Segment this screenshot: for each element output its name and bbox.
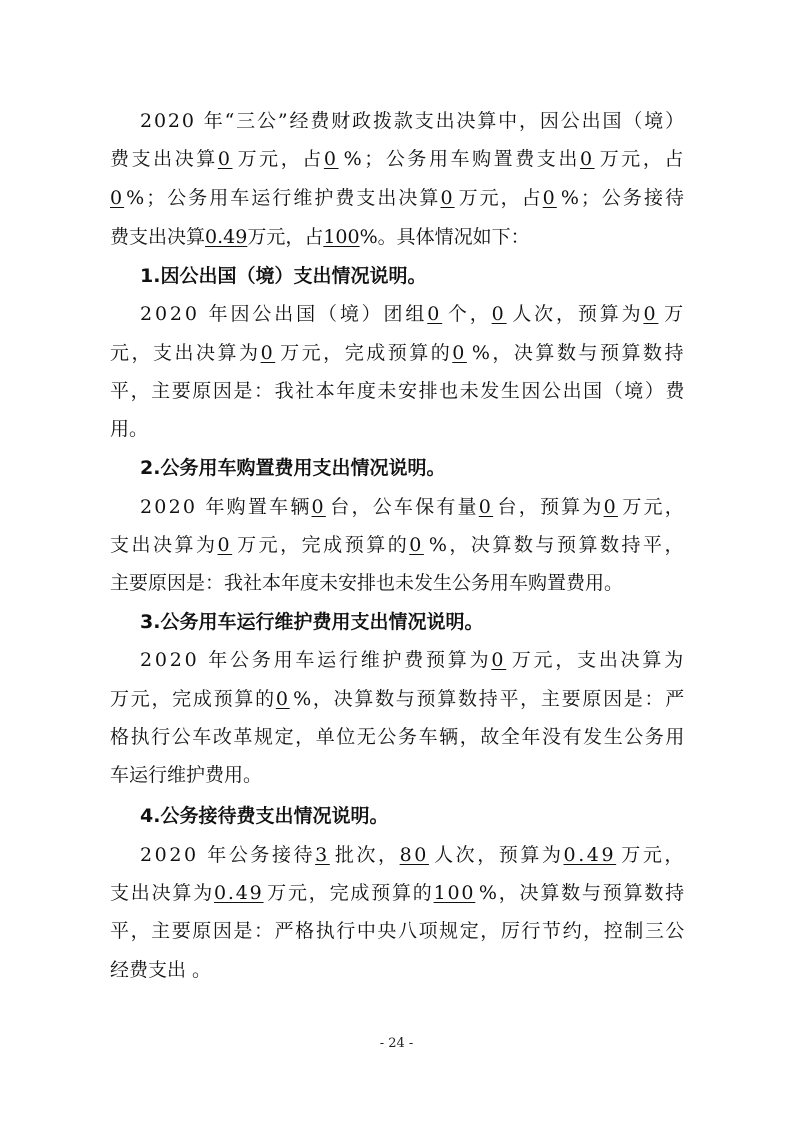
section-heading: 2.公务用车购置费用支出情况说明。 bbox=[140, 457, 446, 479]
text-line bbox=[0, 220, 793, 254]
underlined-value: 0.49 bbox=[563, 844, 617, 866]
text-segment: %；公务用车运行维护费支出决算 bbox=[126, 187, 441, 209]
text-line bbox=[0, 643, 793, 677]
underlined-value: 3 bbox=[315, 844, 330, 866]
text-segment: 2020 年公务用车运行维护费预算为 bbox=[140, 649, 492, 671]
text-segment: 个， bbox=[447, 303, 492, 325]
underlined-value: 0 bbox=[452, 342, 467, 364]
text-segment: 费支出决算 bbox=[110, 226, 206, 248]
text-segment: %，决算数与预算数持平， bbox=[428, 534, 686, 556]
text-segment: 台，预算为 bbox=[497, 496, 604, 518]
underlined-value: 0 bbox=[323, 148, 339, 170]
text-segment: 万元，完成预算的 bbox=[237, 534, 410, 556]
text-line bbox=[0, 682, 793, 716]
underlined-value: 0 bbox=[579, 148, 595, 170]
underlined-value: 0 bbox=[217, 148, 233, 170]
underlined-value: 0 bbox=[440, 187, 455, 209]
section-heading: 3.公务用车运行维护费用支出情况说明。 bbox=[140, 611, 484, 633]
underlined-value: 0 bbox=[491, 303, 507, 325]
text-line bbox=[0, 605, 793, 639]
text-segment: %，决算数与预算数持 bbox=[478, 882, 686, 904]
text-segment: 2020 年公务接待 bbox=[140, 844, 316, 866]
underlined-value: 0 bbox=[409, 534, 424, 556]
page-number: - 24 - bbox=[379, 1036, 414, 1051]
text-segment: 平，主要原因是：我社本年度未安排也未发生因公出国（境）费 bbox=[110, 380, 686, 402]
text-segment: 万元，占 bbox=[247, 226, 324, 248]
text-line bbox=[0, 720, 793, 754]
text-segment: 平，主要原因是：严格执行中央八项规定，厉行节约，控制三公 bbox=[110, 920, 686, 942]
text-segment: %，决算数与预算数持平，主要原因是：严 bbox=[293, 688, 686, 710]
text-segment: 人次，预算为 bbox=[434, 844, 564, 866]
text-line bbox=[0, 412, 793, 446]
underlined-value: 0 bbox=[427, 303, 443, 325]
text-line bbox=[0, 336, 793, 370]
text-segment: 台，公车保有量 bbox=[330, 496, 479, 518]
text-line bbox=[0, 528, 793, 562]
text-segment: 车运行维护费用。 bbox=[110, 764, 263, 786]
text-line bbox=[0, 142, 793, 176]
text-line bbox=[0, 297, 793, 331]
text-segment: 万元，完成预算的 bbox=[110, 688, 276, 710]
underlined-value: 0 bbox=[478, 496, 494, 518]
text-line bbox=[0, 181, 793, 215]
text-line bbox=[0, 838, 793, 872]
text-segment: %。具体情况如下： bbox=[359, 226, 530, 248]
text-segment: 万元，占 bbox=[458, 187, 543, 209]
text-segment: 支出决算为 bbox=[110, 534, 218, 556]
underlined-value: 0 bbox=[275, 688, 290, 710]
text-line bbox=[0, 451, 793, 485]
text-line bbox=[0, 914, 793, 948]
text-segment: %；公务接待 bbox=[560, 187, 686, 209]
underlined-value: 100 bbox=[433, 882, 476, 904]
text-segment: 2020 年“三公”经费财政拨款支出决算中，因公出国（境） bbox=[140, 110, 686, 132]
text-segment: 万元，完成预算的 bbox=[267, 882, 434, 904]
text-segment: 用。 bbox=[110, 418, 149, 440]
text-line bbox=[0, 566, 793, 600]
underlined-value: 0 bbox=[311, 496, 326, 518]
text-segment: 元，支出决算为 bbox=[110, 342, 261, 364]
text-segment: 万 bbox=[664, 303, 686, 325]
text-segment: 批次， bbox=[334, 844, 400, 866]
underlined-value: 0 bbox=[643, 303, 659, 325]
underlined-value: 0.49 bbox=[205, 226, 248, 248]
text-line bbox=[0, 876, 793, 910]
text-segment: 万元，占 bbox=[599, 148, 686, 170]
underlined-value: 80 bbox=[399, 844, 429, 866]
text-segment: 支出决算为 bbox=[110, 882, 215, 904]
text-segment: %；公务用车购置费支出 bbox=[343, 148, 580, 170]
underlined-value: 0 bbox=[110, 187, 125, 209]
underlined-value: 0 bbox=[260, 342, 276, 364]
text-line bbox=[0, 953, 793, 987]
underlined-value: 0.49 bbox=[214, 882, 264, 904]
underlined-value: 0 bbox=[542, 187, 557, 209]
text-segment: %，决算数与预算数持 bbox=[471, 342, 686, 364]
text-line bbox=[0, 104, 793, 138]
text-line bbox=[0, 490, 793, 524]
text-segment: 人次，预算为 bbox=[512, 303, 644, 325]
section-heading: 1.因公出国（境）支出情况说明。 bbox=[140, 265, 427, 287]
section-heading: 4.公务接待费支出情况说明。 bbox=[140, 805, 389, 827]
text-segment: 经费支出 。 bbox=[110, 959, 212, 981]
text-segment: 万元， bbox=[621, 844, 686, 866]
text-segment: 2020 年因公出国（境）团组 bbox=[140, 303, 428, 325]
text-segment: 2020 年购置车辆 bbox=[140, 496, 312, 518]
text-line bbox=[0, 758, 793, 792]
underlined-value: 100 bbox=[323, 226, 360, 248]
underlined-value: 0 bbox=[491, 649, 507, 671]
text-line bbox=[0, 259, 793, 293]
text-segment: 主要原因是：我社本年度未安排也未发生公务用车购置费用。 bbox=[110, 572, 624, 594]
text-segment: 万元， bbox=[622, 496, 686, 518]
text-segment: 万元，支出决算为 bbox=[511, 649, 686, 671]
text-line bbox=[0, 374, 793, 408]
underlined-value: 0 bbox=[603, 496, 618, 518]
text-segment: 格执行公车改革规定，单位无公务车辆，故全年没有发生公务用 bbox=[110, 726, 686, 748]
underlined-value: 0 bbox=[217, 534, 233, 556]
text-line bbox=[0, 799, 793, 833]
text-segment: 万元，完成预算的 bbox=[280, 342, 453, 364]
text-segment: 万元，占 bbox=[237, 148, 324, 170]
text-segment: 费支出决算 bbox=[110, 148, 218, 170]
